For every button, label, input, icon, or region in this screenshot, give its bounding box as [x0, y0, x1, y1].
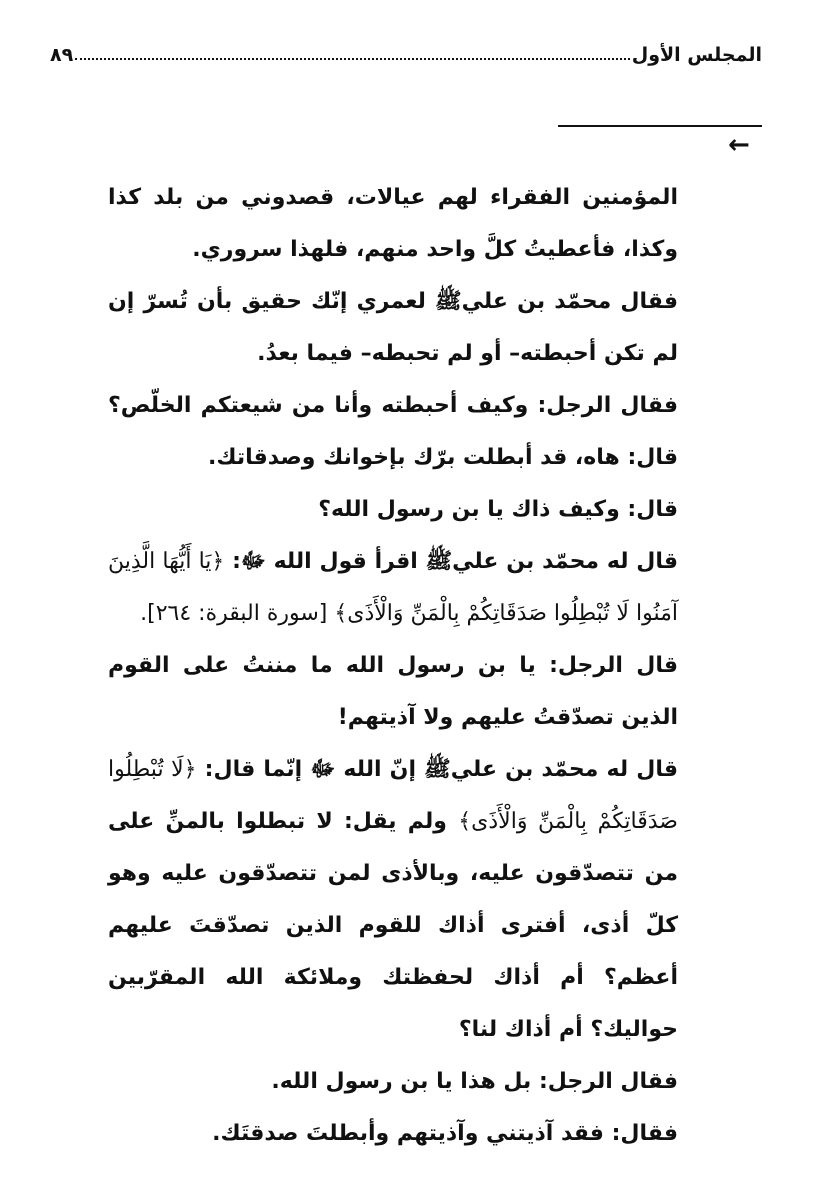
paragraph-text: قال له محمّد بن عليﷺ اقرأ قول الله ﷻ: [224, 549, 679, 574]
paragraph: فقال الرجل: وكيف أحبطته وأنا من شيعتكم الخلّص؟ قال: هاه، قد أبطلت برّك بإخوانك وصدقاتك. [108, 393, 678, 470]
page-number: ٨٩ [50, 44, 74, 66]
header-dot-leader [75, 58, 630, 60]
running-title: المجلس الأول [631, 44, 762, 66]
paragraph-with-quran-verse [108, 536, 678, 640]
continuation-rule [558, 125, 762, 127]
paragraph-text: قال له محمّد بن عليﷺ إنّ الله ﷻ إنّما قال: [196, 757, 678, 782]
paragraph: قال الرجل: يا بن رسول الله ما مننتُ على القوم الذين تصدّقتُ عليهم ولا آذيتهم! [108, 653, 678, 730]
quran-verse: ﴿يَا أَيُّهَا الَّذِينَ آمَنُوا لَا تُبْطِلُوا صَدَقَاتِكُمْ بِالْمَنِّ وَالْأَذَى﴾ [108, 549, 678, 626]
continuation-arrow-icon: ← [728, 130, 750, 160]
paragraph: قال: وكيف ذاك يا بن رسول الله؟ [318, 497, 678, 522]
paragraph: فقال: فقد آذيتني وآذيتهم وأبطلتَ صدقتَك. [212, 1121, 678, 1146]
paragraph: فقال محمّد بن عليﷺ لعمري إنّك حقيق بأن تُسرّ إن لم تكن أحبطته– أو لم تحبطه– فيما بعدُ. [108, 289, 678, 366]
verse-reference: [سورة البقرة: ٢٦٤]. [140, 601, 335, 626]
quran-verse: ﴿لَا تُبْطِلُوا صَدَقَاتِكُمْ بِالْمَنِّ وَالْأَذَى﴾ [108, 757, 678, 834]
page-header [50, 36, 762, 66]
paragraph: المؤمنين الفقراء لهم عيالات، قصدوني من بلد كذا وكذا، فأعطيتُ كلَّ واحد منهم، فلهذا سروري. [108, 185, 678, 262]
paragraph-with-quran-verse [108, 744, 678, 1056]
paragraph-text: ولم يقل: لا تبطلوا بالمنِّ على من تتصدّقون عليه، وبالأذى لمن تتصدّقون عليه وهو كلّ أذى، أفترى أذاك للقوم الذين تصدّقتَ عليهم أعظم؟ أم أذاك لحفظتك وملائكة الله المقرّبين حواليك؟ أم أذاك لنا؟ [108, 809, 678, 1042]
paragraph: فقال الرجل: بل هذا يا بن رسول الله. [271, 1069, 678, 1094]
body-text [108, 172, 678, 1160]
